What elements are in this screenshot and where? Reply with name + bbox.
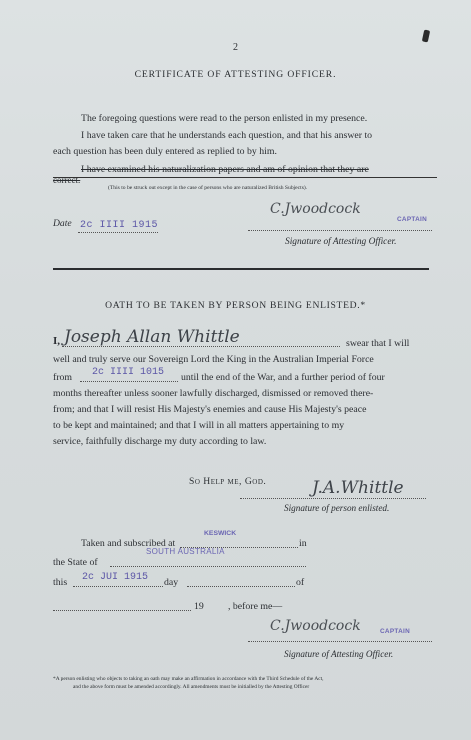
day-label: day — [164, 577, 179, 588]
footnote-line2: and the above form must be amended accordingly. All amendments must be initialled by the Attesting Officer — [73, 683, 310, 690]
signature-line-3 — [248, 641, 432, 642]
this-line — [73, 586, 163, 587]
in-label: in — [299, 538, 307, 549]
naturalization-note: (This to be struck out except in the case of persons who are naturalized British Subjects). — [108, 185, 308, 191]
ink-mark — [422, 30, 430, 43]
captain-stamp-2: CAPTAIN — [380, 628, 411, 635]
section-divider — [53, 268, 429, 270]
strike-rule — [53, 177, 437, 178]
date-stamp: 2c IIII 1915 — [80, 220, 159, 231]
from-line — [80, 381, 178, 382]
year-line — [53, 610, 191, 611]
day-stamp: 2c JUI 1915 — [82, 572, 149, 583]
officer-signature-2: C.Jwoodcock — [270, 618, 361, 634]
certificate-para2-line2: each question has been duly entered as replied to by him. — [53, 146, 277, 157]
signature-label-enlisted: Signature of person enlisted. — [284, 503, 390, 513]
oath-line6: service, faithfully discharge my duty according to law. — [53, 436, 267, 447]
captain-stamp-1: CAPTAIN — [397, 216, 428, 223]
oath-from-label: from — [53, 372, 73, 383]
so-help-me-god: So Help me, God. — [189, 476, 267, 487]
struck-naturalization-line: I have examined his naturalization papers and am of opinion that they are — [81, 164, 369, 175]
signature-label-3: Signature of Attesting Officer. — [284, 649, 394, 659]
before-me-label: , before me— — [228, 601, 283, 612]
state-label: the State of — [53, 557, 98, 568]
place-stamp: KESWICK — [204, 530, 237, 537]
page-number: 2 — [233, 42, 238, 53]
certificate-title: CERTIFICATE OF ATTESTING OFFICER. — [134, 69, 337, 80]
this-label: this — [53, 577, 68, 588]
oath-title: OATH TO BE TAKEN BY PERSON BEING ENLISTED.* — [105, 300, 366, 311]
certificate-para2-line1: I have taken care that he understands each question, and that his answer to — [81, 130, 373, 141]
month-line — [187, 586, 295, 587]
footnote — [53, 676, 433, 691]
enlistee-signature: J.A.Whittle — [312, 478, 404, 498]
footnote-line1: *A person enlisting who objects to taking an oath may make an affirmation in accordance with the Third Schedule of the Act, — [53, 676, 324, 682]
of-label: of — [296, 577, 305, 588]
oath-i-label: I, — [53, 335, 61, 347]
nineteen-label: 19 — [194, 601, 204, 612]
from-date-stamp: 2c IIII 1015 — [92, 367, 165, 378]
signature-line-1 — [248, 230, 432, 231]
certificate-para1: The foregoing questions were read to the person enlisted in my presence. — [81, 113, 368, 124]
oath-line1: well and truly serve our Sovereign Lord the King in the Australian Imperial Force — [53, 354, 374, 365]
state-line — [110, 566, 306, 567]
name-line — [62, 346, 340, 347]
signature-line-2 — [240, 498, 426, 499]
signature-label-1: Signature of Attesting Officer. — [285, 237, 397, 247]
oath-line4: from; and that I will resist His Majesty's enemies and cause His Majesty's peace — [53, 404, 367, 415]
oath-line3: months thereafter unless sooner lawfully discharged, dismissed or removed there- — [53, 388, 374, 399]
officer-signature-1: C.Jwoodcock — [270, 201, 361, 217]
state-stamp: SOUTH AUSTRALIA — [146, 547, 225, 556]
oath-swear: swear that I will — [346, 338, 410, 349]
enlistee-name: Joseph Allan Whittle — [64, 327, 240, 347]
oath-line2: until the end of the War, and a further period of four — [181, 372, 385, 383]
date-label: Date — [53, 218, 72, 229]
date-line — [78, 232, 158, 233]
struck-correct-text: correct. — [53, 175, 81, 185]
oath-line5: to be kept and maintained; and that I will in all matters appertaining to my — [53, 420, 345, 431]
taken-label: Taken and subscribed at — [81, 538, 176, 549]
